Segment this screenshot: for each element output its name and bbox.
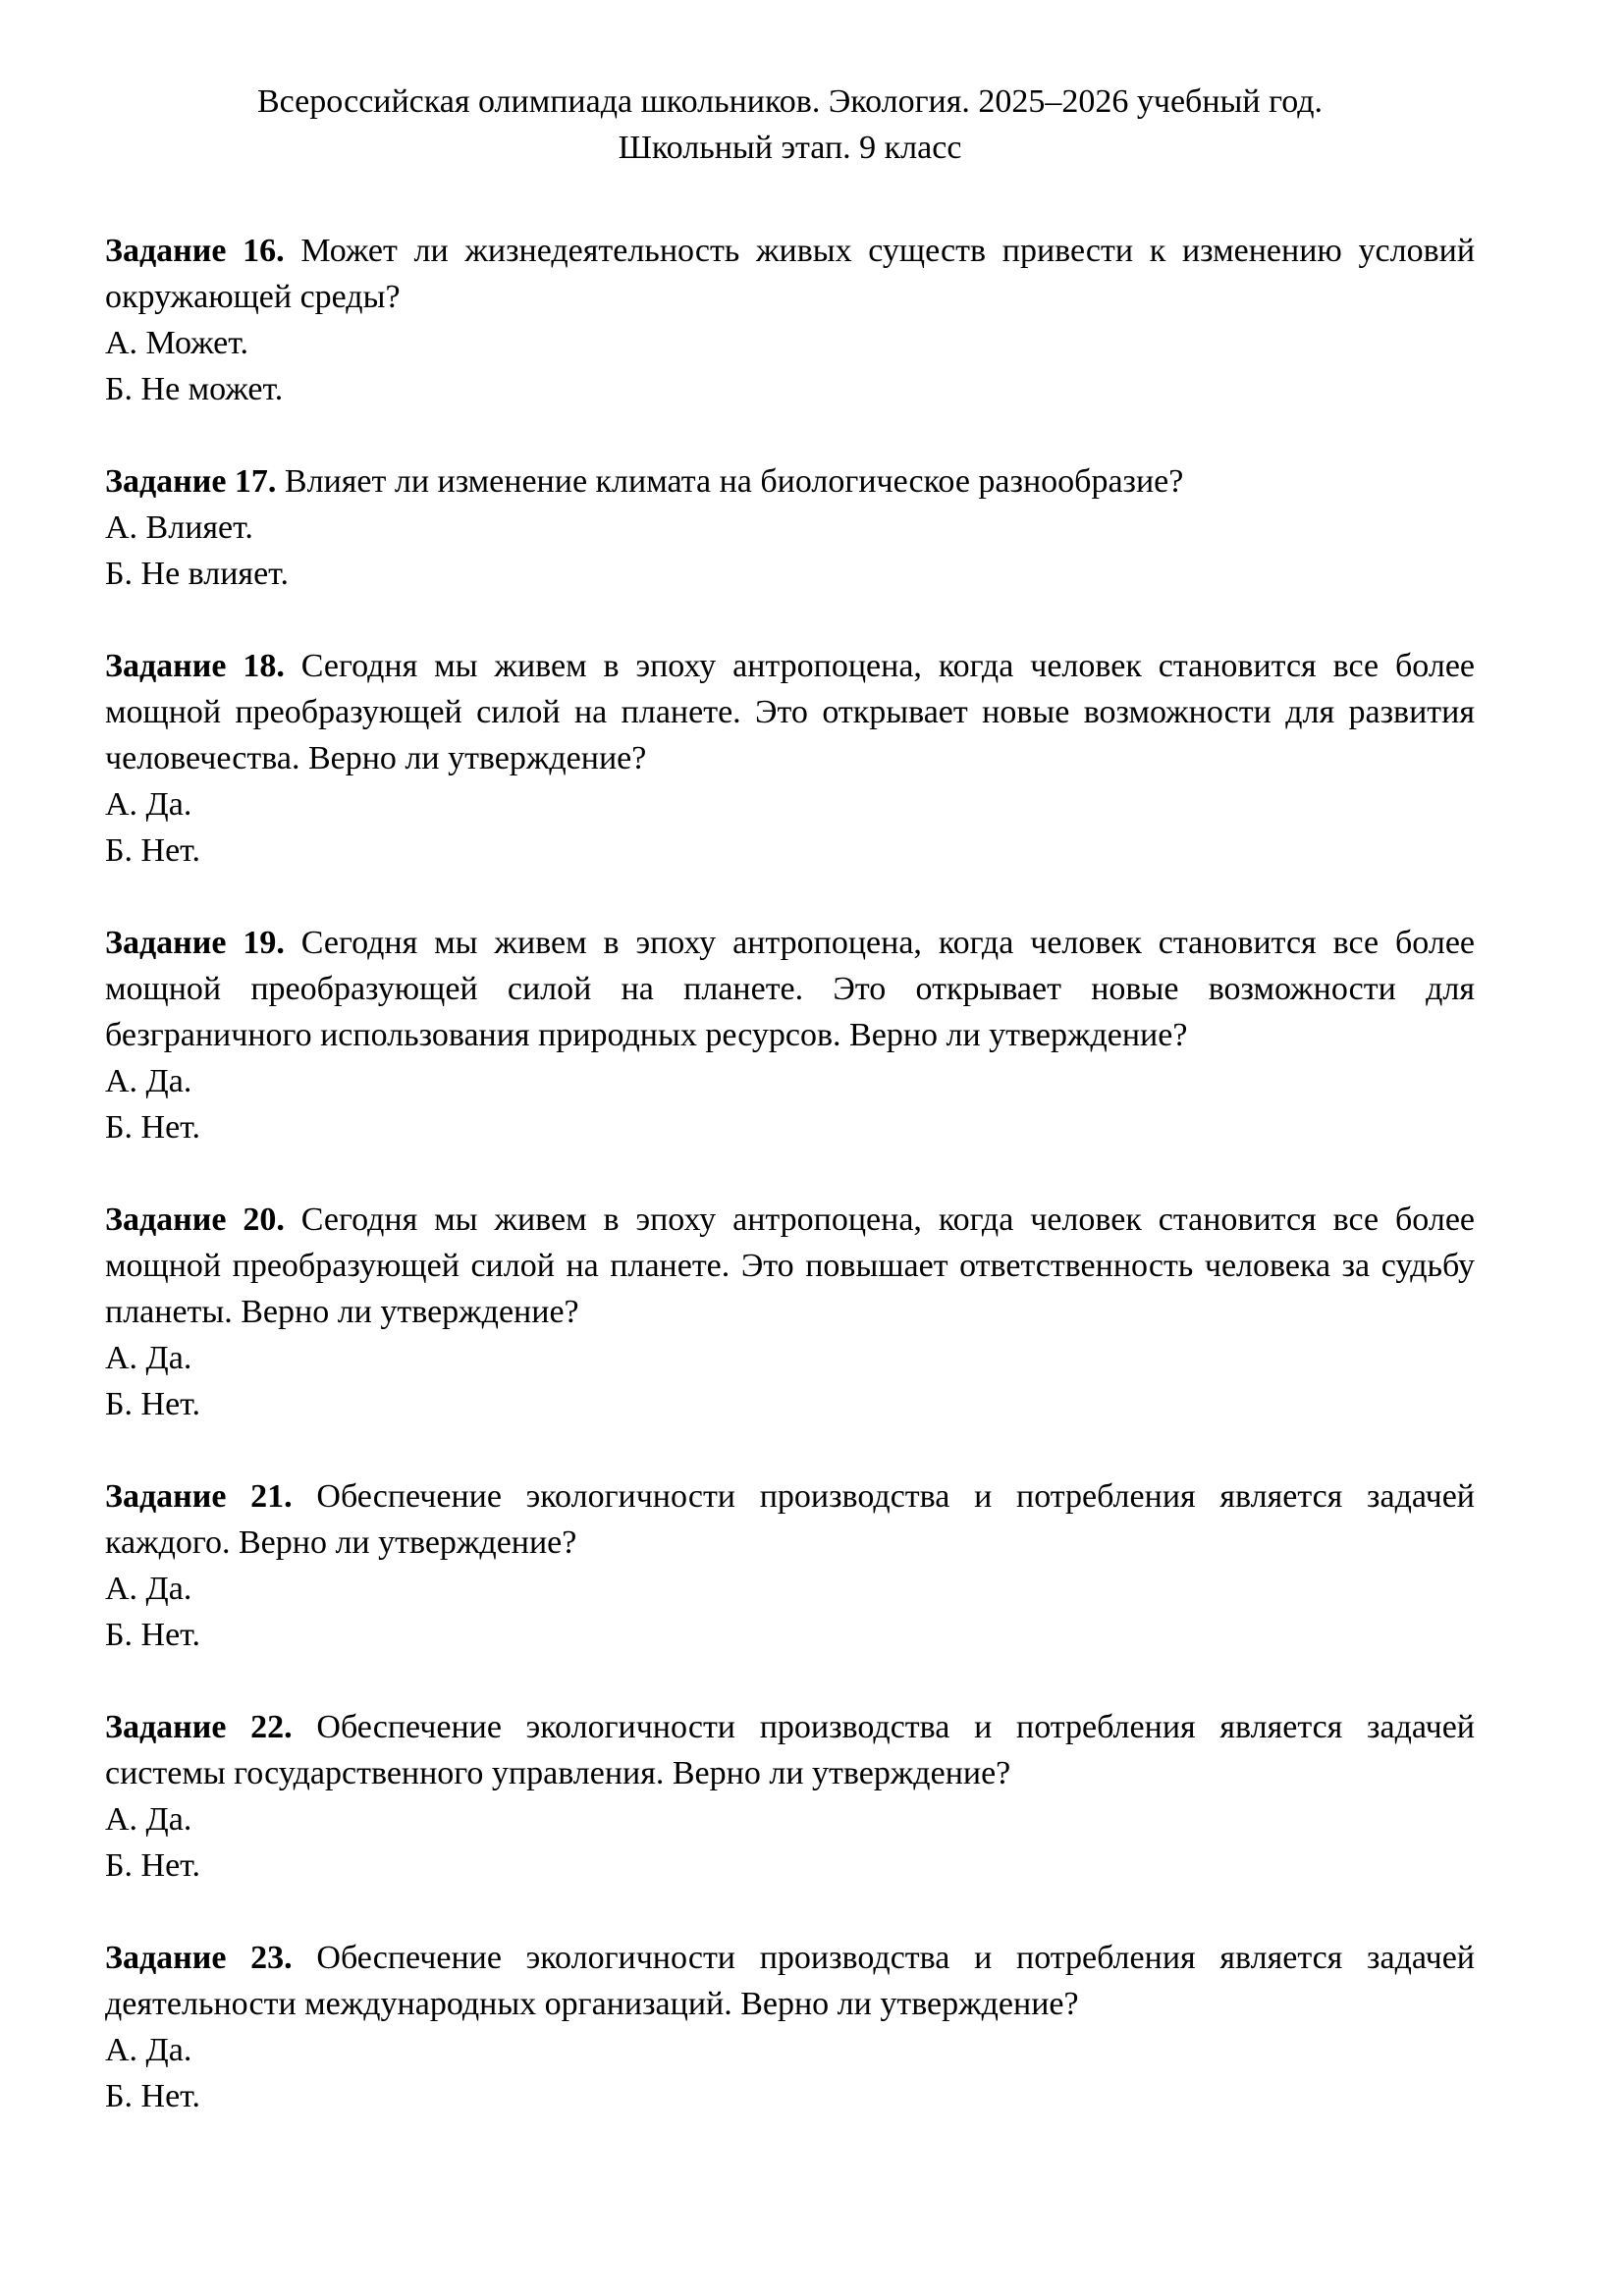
task-option-a: А. Может.	[105, 325, 249, 361]
task-option-b: Б. Нет.	[105, 2078, 200, 2114]
task-option-a: А. Да.	[105, 2032, 192, 2068]
task-block	[105, 920, 1475, 1150]
task-option-b: Б. Нет.	[105, 832, 200, 869]
task-question: Влияет ли изменение климата на биологическое разнообразие?	[284, 463, 1184, 500]
task-option-b: Б. Нет.	[105, 1109, 200, 1146]
task-label: Задание 23.	[105, 1940, 293, 1976]
task-paragraph	[105, 1473, 1475, 1566]
task-question: Сегодня мы живем в эпоху антропоцена, когда человек становится все более мощной преобразующей силой на планете. Это открывает новые возможности для развития человечества. Верно ли утверждение?	[105, 648, 1475, 776]
task-option-a: А. Да.	[105, 786, 192, 823]
task-option-b: Б. Нет.	[105, 1617, 200, 1653]
task-option-a: А. Влияет.	[105, 509, 253, 546]
task-question: Сегодня мы живем в эпоху антропоцена, когда человек становится все более мощной преобразующей силой на планете. Это повышает ответственность человека за судьбу планеты. Верно ли утверждение?	[105, 1201, 1475, 1330]
document-header	[105, 79, 1475, 171]
task-block	[105, 228, 1475, 412]
task-block	[105, 1197, 1475, 1427]
task-block	[105, 1935, 1475, 2119]
task-option-b: Б. Не влияет.	[105, 556, 289, 592]
task-label: Задание 20.	[105, 1201, 285, 1238]
task-question: Может ли жизнедеятельность живых существ привести к изменению условий окружающей среды?	[105, 233, 1476, 315]
task-option-a: А. Да.	[105, 1801, 192, 1838]
task-option-b: Б. Не может.	[105, 371, 284, 407]
task-option-b: Б. Нет.	[105, 1386, 200, 1422]
task-block	[105, 643, 1475, 874]
task-label: Задание 19.	[105, 925, 285, 961]
task-label: Задание 21.	[105, 1478, 293, 1515]
task-paragraph	[105, 920, 1475, 1058]
task-paragraph	[105, 1704, 1475, 1796]
task-paragraph	[105, 1935, 1475, 2027]
task-label: Задание 22.	[105, 1709, 293, 1745]
task-paragraph	[105, 1197, 1475, 1335]
task-paragraph	[105, 643, 1475, 781]
task-label: Задание 18.	[105, 648, 285, 684]
task-paragraph	[105, 228, 1475, 320]
task-question: Обеспечение экологичности производства и потребления является задачей системы государственного управления. Верно ли утверждение?	[105, 1709, 1475, 1791]
header-title: Всероссийская олимпиада школьников. Экология. 2025–2026 учебный год.	[256, 83, 1324, 120]
task-block	[105, 1704, 1475, 1889]
task-option-b: Б. Нет.	[105, 1847, 200, 1884]
header-subtitle: Школьный этап. 9 класс	[618, 130, 962, 166]
task-block	[105, 1473, 1475, 1658]
task-option-a: А. Да.	[105, 1571, 192, 1607]
task-block	[105, 458, 1475, 597]
task-question: Обеспечение экологичности производства и потребления является задачей деятельности международных организаций. Верно ли утверждение?	[105, 1940, 1475, 2022]
task-question: Обеспечение экологичности производства и потребления является задачей каждого. Верно ли утверждение?	[105, 1478, 1475, 1561]
task-question: Сегодня мы живем в эпоху антропоцена, когда человек становится все более мощной преобразующей силой на планете. Это открывает новые возможности для безграничного использования природных ресурсов. Верно ли утверждение?	[105, 925, 1475, 1053]
task-label: Задание 16.	[105, 233, 285, 269]
task-label: Задание 17.	[105, 463, 277, 500]
tasks-list	[105, 228, 1475, 2119]
task-option-a: А. Да.	[105, 1340, 192, 1376]
task-option-a: А. Да.	[105, 1063, 192, 1099]
task-paragraph	[105, 458, 1475, 505]
